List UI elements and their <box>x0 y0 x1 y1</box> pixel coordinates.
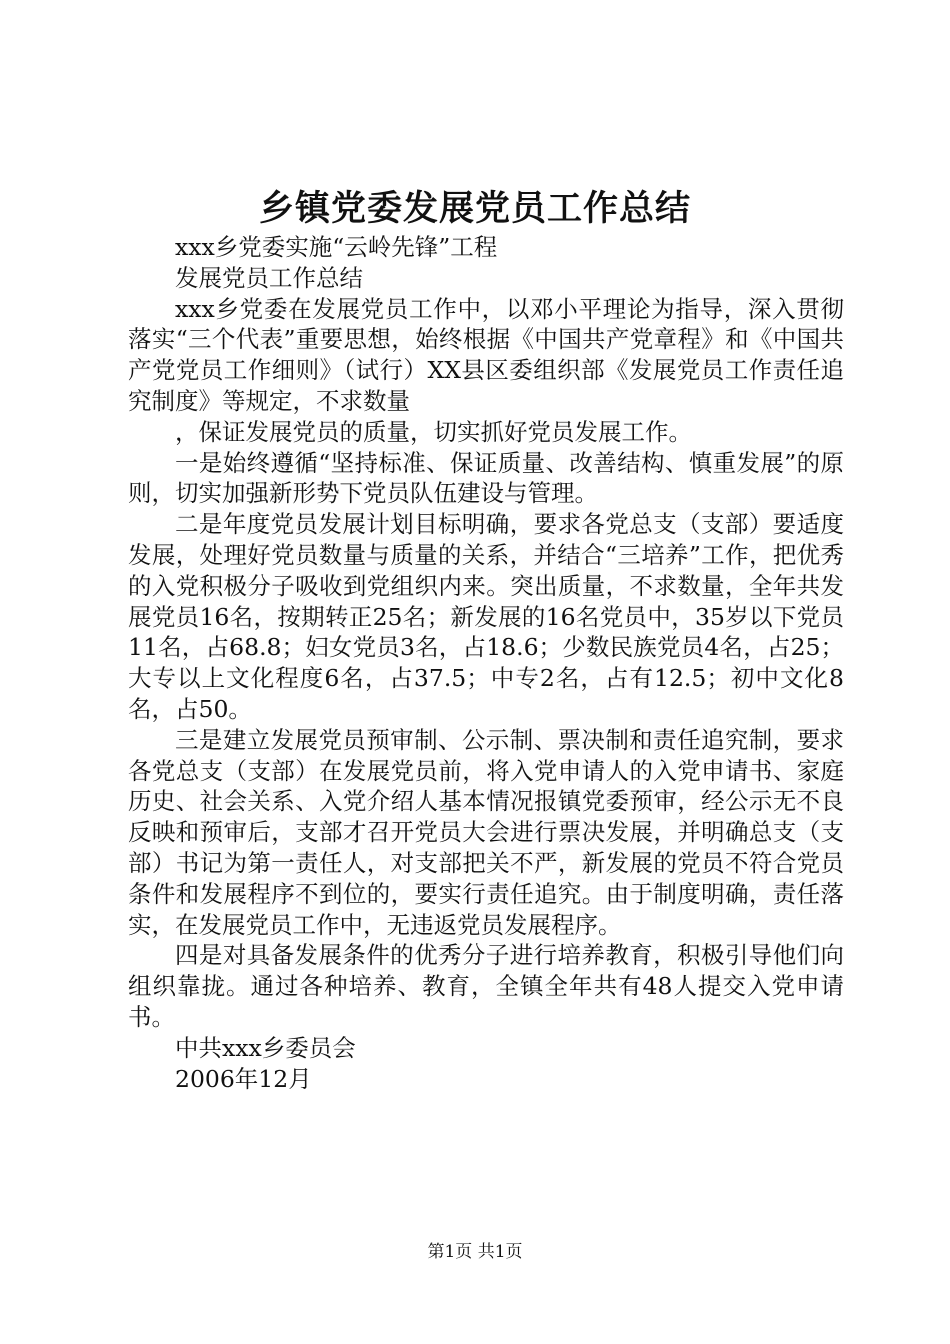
subtitle-line-2: 发展党员工作总结 <box>175 263 363 292</box>
signature-organization: 中共xxx乡委员会 <box>175 1033 356 1062</box>
paragraph-intro: xxx乡党委在发展党员工作中，以邓小平理论为指导，深入贯彻落实“三个代表”重要思想，始终根据《中国共产党章程》和《中国共产党党员工作细则》（试行）XX县区委组织部《发展党员工作责任追究制度》等规定，不求数量 <box>128 294 844 415</box>
paragraph-point-3: 三是建立发展党员预审制、公示制、票决制和责任追究制，要求各党总支（支部）在发展党员前，将入党申请人的入党申请书、家庭历史、社会关系、入党介绍人基本情况报镇党委预审，经公示无不良反映和预审后，支部才召开党员大会进行票决发展，并明确总支（支部）书记为第一责任人，对支部把关不严，新发展的党员不符合党员条件和发展程序不到位的，要实行责任追究。由于制度明确，责任落实，在发展党员工作中，无违返党员发展程序。 <box>128 725 844 939</box>
page-footer: 第1页 共1页 <box>427 1242 523 1262</box>
document-title: 乡镇党委发展党员工作总结 <box>258 188 691 229</box>
document-body <box>128 232 844 1094</box>
paragraph-intro-continued: ，保证发展党员的质量，切实抓好党员发展工作。 <box>175 417 692 446</box>
signature-date: 2006年12月 <box>175 1064 312 1093</box>
subtitle-line-1: xxx乡党委实施“云岭先锋”工程 <box>175 233 498 261</box>
paragraph-point-4: 四是对具备发展条件的优秀分子进行培养教育，积极引导他们向组织靠拢。通过各种培养、教育，全镇全年共有48人提交入党申请书。 <box>128 941 844 1031</box>
paragraph-point-1: 一是始终遵循“坚持标准、保证质量、改善结构、慎重发展”的原则，切实加强新形势下党员队伍建设与管理。 <box>128 448 844 508</box>
paragraph-point-2: 二是年度党员发展计划目标明确，要求各党总支（支部）要适度发展，处理好党员数量与质量的关系，并结合“三培养”工作，把优秀的入党积极分子吸收到党组织内来。突出质量，不求数量，全年共发展党员16名，按期转正25名；新发展的16名党员中，35岁以下党员11名，占68.8；妇女党员3名，占18.6；少数民族党员4名，占25；大专以上文化程度6名，占37.5；中专2名，占有12.5；初中文化8名，占50。 <box>128 510 844 723</box>
